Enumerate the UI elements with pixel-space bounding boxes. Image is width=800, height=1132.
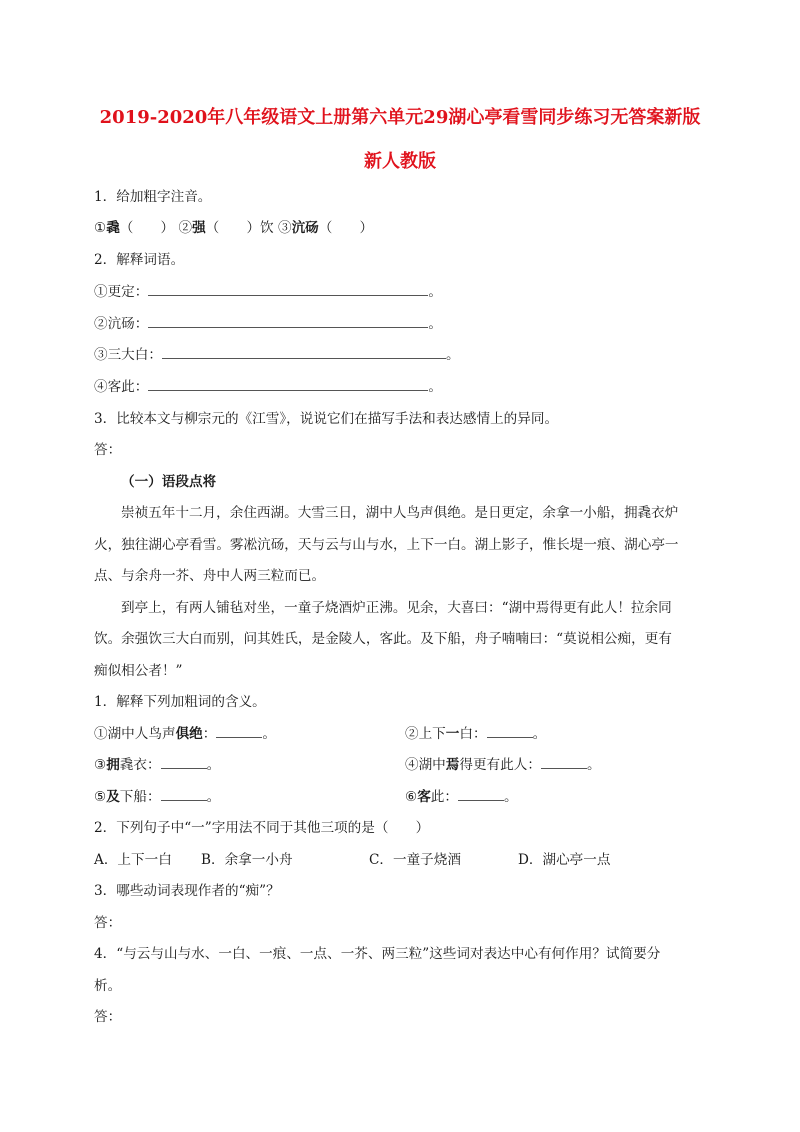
question-1-items <box>94 219 373 237</box>
sq1-marker: ⑤ <box>94 789 107 805</box>
passage-line: 点、与余舟一芥、舟中人两三粒而已。 <box>94 568 326 584</box>
question-3-prompt: 3．比较本文与柳宗元的《江雪》，说说它们在描写手法和表达感情上的异同。 <box>94 411 559 427</box>
q1-item-marker: ③ <box>277 220 292 236</box>
sq1-end: 。 <box>262 726 276 742</box>
sq1-post: 白： <box>459 726 487 742</box>
option-c[interactable]: C．一童子烧酒 <box>369 852 461 868</box>
answer-blank[interactable] <box>487 725 533 738</box>
passage-line: 痴似相公者！” <box>94 663 183 679</box>
sq1-end: 。 <box>532 726 547 742</box>
sq1-bold-word: 客 <box>417 789 431 805</box>
q1-item-marker: ② <box>178 220 193 236</box>
answer-label: 答： <box>94 1009 122 1025</box>
q1-blank[interactable]: （ ）饮 <box>205 220 274 236</box>
section-heading: （一）语段点将 <box>121 474 217 490</box>
sq1-marker: ⑥ <box>405 789 418 805</box>
sq1-item <box>94 756 220 774</box>
subquestion-1-prompt: 1．解释下列加粗词的含义。 <box>94 694 266 710</box>
q2-item-end: 。 <box>428 284 442 300</box>
q2-item-label: ②沆砀： <box>94 316 149 332</box>
q1-item-marker: ① <box>94 220 107 236</box>
q1-blank[interactable]: （ ） <box>119 220 175 236</box>
q1-blank[interactable]: （ ） <box>318 220 374 236</box>
subquestion-2-prompt: 2．下列句子中“一”字用法不同于其他三项的是（ ） <box>94 820 430 836</box>
passage-line: 饮。余强饮三大白而别，问其姓氏，是金陵人，客此。及下船，舟子喃喃曰：“莫说相公痴，更有 <box>94 631 672 647</box>
option-b[interactable]: B．余拿一小舟 <box>201 852 293 868</box>
sq1-marker: ① <box>94 726 108 742</box>
sq1-bold-word: 俱绝 <box>175 726 203 742</box>
sq1-end: 。 <box>586 757 601 773</box>
sq1-item <box>94 725 276 743</box>
sq1-marker: ③ <box>94 757 107 773</box>
option-a[interactable]: A．上下一白 <box>94 852 172 868</box>
document-title-line2: 新人教版 <box>364 151 436 172</box>
sq1-marker: ② <box>405 726 419 742</box>
sq1-bold-word: 一 <box>445 726 460 742</box>
sq1-pre: 湖中人鸟声 <box>107 726 176 742</box>
subquestion-4-prompt: 4．“与云与山与水、一白、一痕、一点、一芥、两三粒”这些词对表达中心有何作用？试简要分 <box>94 946 661 962</box>
sq1-post: 毳衣： <box>119 757 161 773</box>
sq1-pre: 上下 <box>418 726 446 742</box>
sq1-item <box>405 756 601 774</box>
sq1-post: ： <box>202 726 217 742</box>
question-2-prompt: 2．解释词语。 <box>94 252 185 268</box>
sq1-post: 此： <box>430 789 458 805</box>
answer-blank[interactable] <box>541 756 587 769</box>
answer-blank[interactable] <box>216 725 262 738</box>
q2-item-label: ①更定： <box>94 284 149 300</box>
q1-bold-word: 强 <box>192 220 206 236</box>
passage-line: 崇祯五年十二月，余住西湖。大雪三日，湖中人鸟声俱绝。是日更定，余拿一小船，拥毳衣炉 <box>121 505 679 521</box>
sq1-item <box>405 788 518 806</box>
sq1-item <box>94 788 220 806</box>
passage-line: 到亭上，有两人铺毡对坐，一童子烧酒炉正沸。见余，大喜曰：“湖中焉得更有此人！拉余同 <box>121 600 672 616</box>
answer-blank[interactable] <box>161 788 207 801</box>
answer-label: 答： <box>94 915 122 931</box>
sq1-pre: 湖中 <box>418 757 446 773</box>
sq1-marker: ④ <box>405 757 419 773</box>
answer-blank[interactable] <box>148 378 428 391</box>
q2-item <box>94 378 442 396</box>
sq1-post: 得更有此人： <box>459 757 541 773</box>
passage-line: 火，独往湖心亭看雪。雾凇沆砀，天与云与山与水，上下一白。湖上影子，惟长堤一痕、湖心亭一 <box>94 537 679 553</box>
question-1-prompt: 1．给加粗字注音。 <box>94 189 212 205</box>
answer-blank[interactable] <box>458 788 504 801</box>
q2-item-end: 。 <box>428 379 442 395</box>
sq1-end: 。 <box>206 789 221 805</box>
document-title-line1: 2019-2020年八年级语文上册第六单元29湖心亭看雪同步练习无答案新版 <box>99 107 701 128</box>
q2-item <box>94 315 442 333</box>
answer-blank[interactable] <box>148 283 428 296</box>
sq1-end: 。 <box>206 757 221 773</box>
answer-blank[interactable] <box>162 346 446 359</box>
q2-item-end: 。 <box>445 347 460 363</box>
q2-item <box>94 283 442 301</box>
sq1-post: 下船： <box>119 789 161 805</box>
sq1-end: 。 <box>503 789 518 805</box>
answer-blank[interactable] <box>148 315 428 328</box>
q2-item-label: ④客此： <box>94 379 149 395</box>
q1-bold-word: 沆砀 <box>291 220 319 236</box>
q2-item-end: 。 <box>428 316 442 332</box>
answer-blank[interactable] <box>161 756 207 769</box>
q2-item <box>94 346 460 364</box>
sq1-bold-word: 拥 <box>106 757 120 773</box>
q2-item-label: ③三大白： <box>94 347 162 363</box>
subquestion-3-prompt: 3．哪些动词表现作者的“痴”？ <box>94 883 280 899</box>
subquestion-4-prompt-cont: 析。 <box>94 978 122 994</box>
answer-label: 答： <box>94 442 122 458</box>
sq1-bold-word: 及 <box>106 789 120 805</box>
sq1-bold-word: 焉 <box>445 757 460 773</box>
sq1-item <box>405 725 546 743</box>
option-d[interactable]: D．湖心亭一点 <box>518 852 611 868</box>
q1-bold-word: 毳 <box>106 220 120 236</box>
